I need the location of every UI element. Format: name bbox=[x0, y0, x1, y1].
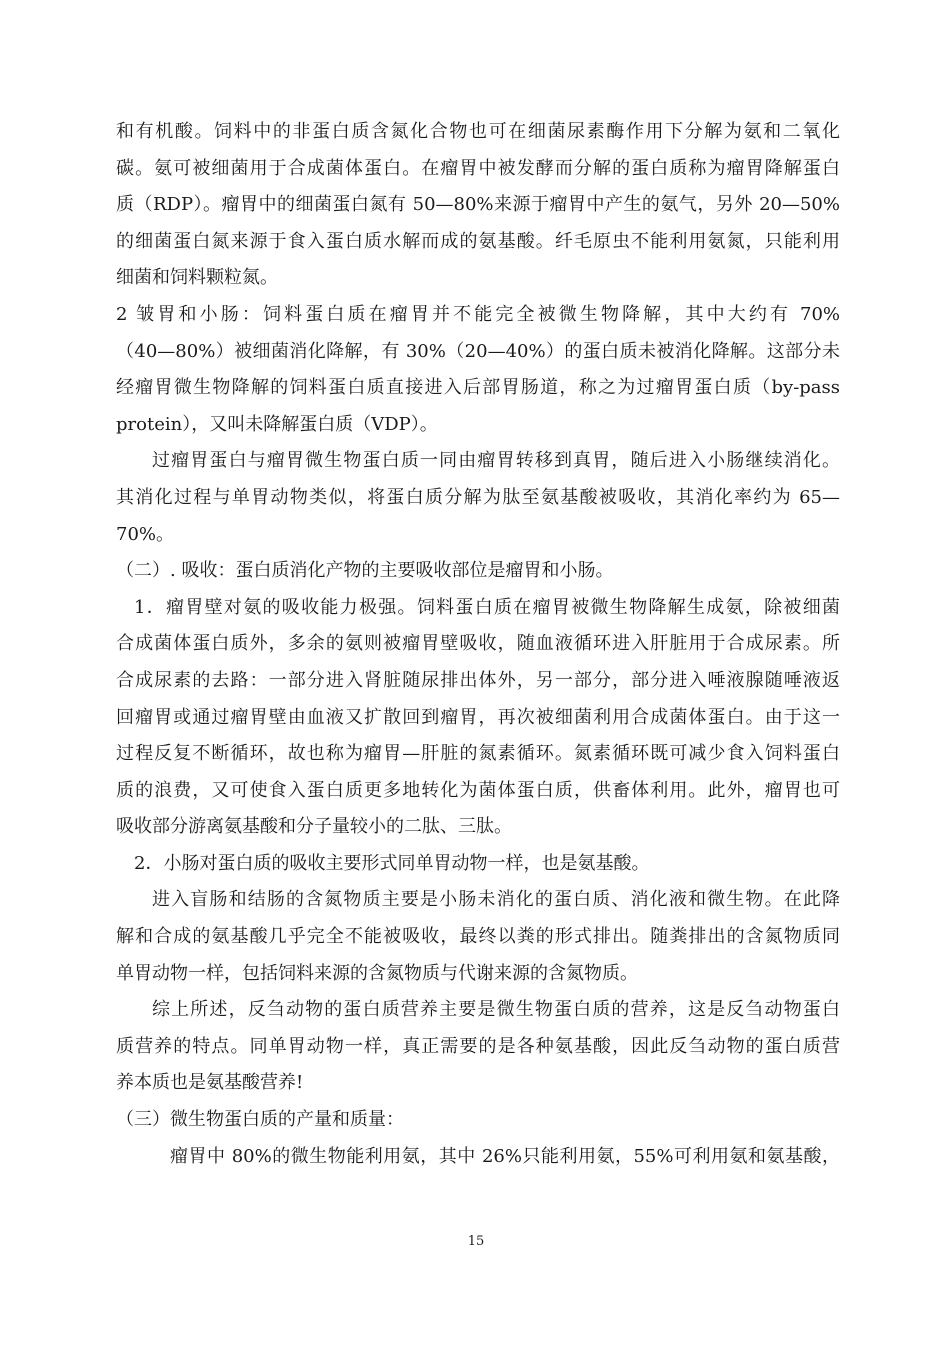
text-line: 吸收部分游离氨基酸和分子量较小的二肽、三肽。 bbox=[116, 816, 512, 838]
text-line: 的细菌蛋白氮来源于食入蛋白质水解而成的氨基酸。纤毛原虫不能利用氨氮，只能利用 bbox=[116, 230, 840, 252]
text-line: 细菌和饲料颗粒氮。 bbox=[116, 267, 278, 289]
text-line: 解和合成的氨基酸几乎完全不能被吸收，最终以粪的形式排出。随粪排出的含氮物质同 bbox=[116, 926, 840, 948]
text-line: 单胃动物一样，包括饲料来源的含氮物质与代谢来源的含氮物质。 bbox=[116, 962, 638, 984]
text-line: 2．小肠对蛋白质的吸收主要形式同单胃动物一样，也是氨基酸。 bbox=[134, 852, 650, 874]
text-line: 回瘤胃或通过瘤胃壁由血液又扩散回到瘤胃，再次被细菌利用合成菌体蛋白。由于这一 bbox=[116, 706, 840, 728]
text-line: 碳。氨可被细菌用于合成菌体蛋白。在瘤胃中被发酵而分解的蛋白质称为瘤胃降解蛋白 bbox=[116, 157, 840, 179]
text-line: 1．瘤胃壁对氨的吸收能力极强。饲料蛋白质在瘤胃被微生物降解生成氨，除被细菌 bbox=[134, 596, 840, 618]
text-line: 质（RDP）。瘤胃中的细菌蛋白氮有 50—80%来源于瘤胃中产生的氨气，另外 20—50% bbox=[116, 194, 840, 216]
text-line: 合成尿素的去路：一部分进入肾脏随尿排出体外，另一部分，部分进入唾液腺随唾液返 bbox=[116, 669, 840, 691]
text-line: 2 皱胃和小肠：饲料蛋白质在瘤胃并不能完全被微生物降解，其中大约有 70% bbox=[116, 303, 840, 325]
section-heading: （二）. 吸收：蛋白质消化产物的主要吸收部位是瘤胃和小肠。 bbox=[116, 560, 614, 582]
text-line: 质的浪费，又可使食入蛋白质更多地转化为菌体蛋白质，供畜体利用。此外，瘤胃也可 bbox=[116, 779, 840, 801]
text-line: 质营养的特点。同单胃动物一样，真正需要的是各种氨基酸，因此反刍动物的蛋白质营 bbox=[116, 1035, 840, 1057]
body-text bbox=[116, 114, 840, 1175]
text-line: 瘤胃中 80%的微生物能利用氨，其中 26%只能利用氨，55%可利用氨和氨基酸， bbox=[170, 1145, 840, 1167]
text-line: （40—80%）被细菌消化降解，有 30%（20—40%）的蛋白质未被消化降解。这部分未 bbox=[116, 340, 840, 362]
text-line: 70%。 bbox=[116, 523, 175, 545]
text-line: 进入盲肠和结肠的含氮物质主要是小肠未消化的蛋白质、消化液和微生物。在此降 bbox=[152, 889, 840, 911]
page-number: 15 bbox=[467, 1234, 485, 1249]
text-line: 和有机酸。饲料中的非蛋白质含氮化合物也可在细菌尿素酶作用下分解为氨和二氧化 bbox=[116, 121, 840, 142]
text-line: 养本质也是氨基酸营养! bbox=[116, 1072, 304, 1094]
text-line: 其消化过程与单胃动物类似，将蛋白质分解为肽至氨基酸被吸收，其消化率约为 65— bbox=[116, 486, 840, 508]
text-line: 过程反复不断循环，故也称为瘤胃—肝脏的氮素循环。氮素循环既可减少食入饲料蛋白 bbox=[116, 743, 840, 765]
text-line: 综上所述，反刍动物的蛋白质营养主要是微生物蛋白质的营养，这是反刍动物蛋白 bbox=[152, 999, 840, 1021]
text-line: 过瘤胃蛋白与瘤胃微生物蛋白质一同由瘤胃转移到真胃，随后进入小肠继续消化。 bbox=[152, 450, 840, 472]
text-line: 经瘤胃微生物降解的饲料蛋白质直接进入后部胃肠道，称之为过瘤胃蛋白质（by-pass bbox=[116, 377, 840, 399]
text-line: protein），又叫未降解蛋白质（VDP）。 bbox=[116, 413, 438, 435]
section-heading: （三）微生物蛋白质的产量和质量： bbox=[116, 1109, 404, 1131]
text-line: 合成菌体蛋白质外，多余的氨则被瘤胃壁吸收，随血液循环进入肝脏用于合成尿素。所 bbox=[116, 633, 840, 655]
